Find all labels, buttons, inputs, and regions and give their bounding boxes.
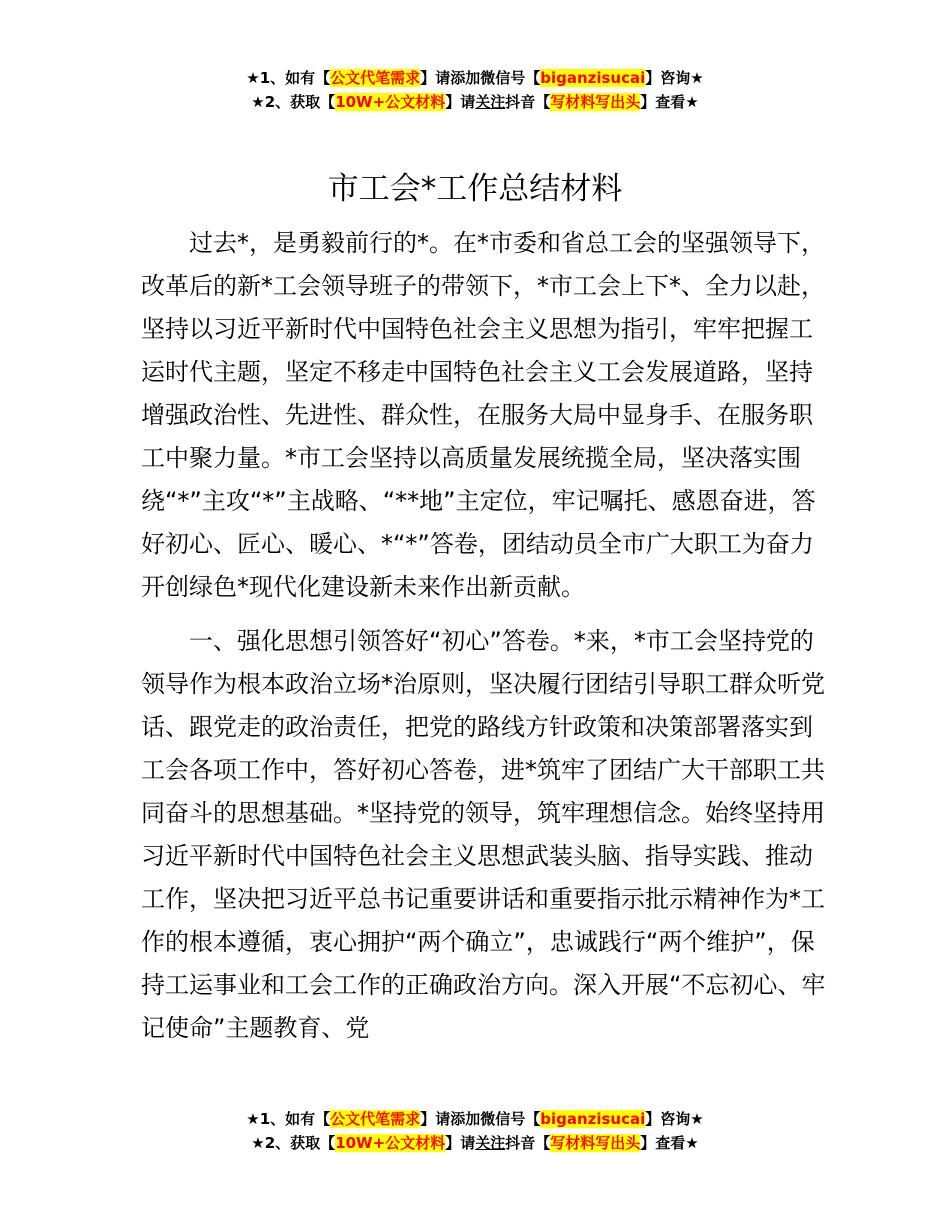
banner-highlight: biganzisucai — [540, 69, 646, 87]
banner-line-1 — [0, 66, 950, 90]
banner-text: 】请 — [445, 93, 476, 111]
banner-underlined-text: 关注 — [475, 1134, 506, 1152]
banner-text: ★1、如有【 — [246, 69, 331, 87]
banner-highlight: 写材料写出头 — [550, 93, 641, 111]
banner-highlight: 公文代笔需求 — [330, 1110, 421, 1128]
banner-highlight: 10W+公文材料 — [335, 1134, 446, 1152]
banner-text: 】咨询★ — [645, 1110, 704, 1128]
banner-highlight: 公文代笔需求 — [330, 69, 421, 87]
document-title: 市工会*工作总结材料 — [327, 171, 623, 207]
footer-banner — [0, 1107, 950, 1155]
banner-text: 】咨询★ — [645, 69, 704, 87]
banner-text: 】查看★ — [640, 93, 699, 111]
banner-text: 】请添加微信号【 — [420, 69, 541, 87]
banner-text: 】查看★ — [640, 1134, 699, 1152]
banner-line-2 — [0, 90, 950, 114]
paragraph-intro: 过去*，是勇毅前行的*。在*市委和省总工会的坚强领导下，改革后的新*工会领导班子的带领下，*市工会上下*、全力以赴，坚持以习近平新时代中国特色社会主义思想为指引，牢牢把握工运时代主题，坚定不移走中国特色社会主义工会发展道路，坚持增强政治性、先进性、群众性，在服务大局中显身手、在服务职工中聚力量。*市工会坚持以高质量发展统揽全局，坚决落实围绕“*”主攻“*”主战略、“**地”主定位，牢记嘱托、感恩奋进，答好初心、匠心、暖心、*“*”答卷，团结动员全市广大职工为奋力开创绿色*现代化建设新未来作出新贡献。 — [141, 229, 825, 601]
banner-text: 】请 — [445, 1134, 476, 1152]
banner-text: 】请添加微信号【 — [420, 1110, 541, 1128]
banner-line-1 — [0, 1107, 950, 1131]
banner-text: 抖音【 — [505, 1134, 551, 1152]
banner-highlight: 写材料写出头 — [550, 1134, 641, 1152]
banner-highlight: 10W+公文材料 — [335, 93, 446, 111]
banner-text: ★1、如有【 — [246, 1110, 331, 1128]
paragraph-section-1: 一、强化思想引领答好“初心”答卷。*来，*市工会坚持党的领导作为根本政治立场*治原则，坚决履行团结引导职工群众听党话、跟党走的政治责任，把党的路线方针政策和决策部署落实到工会各项工作中，答好初心答卷，进*筑牢了团结广大干部职工共同奋斗的思想基础。*坚持党的领导，筑牢理想信念。始终坚持用习近平新时代中国特色社会主义思想武装头脑、指导实践、推动工作，坚决把习近平总书记重要讲话和重要指示批示精神作为*工作的根本遵循，衷心拥护“两个确立”，忠诚践行“两个维护”，保持工运事业和工会工作的正确政治方向。深入开展“不忘初心、牢记使命”主题教育、党 — [141, 627, 826, 1042]
header-banner — [0, 66, 950, 114]
banner-text: ★2、获取【 — [251, 1134, 336, 1152]
banner-highlight: biganzisucai — [540, 1110, 646, 1128]
banner-underlined-text: 关注 — [475, 93, 506, 111]
document-body — [141, 222, 831, 1050]
banner-text: ★2、获取【 — [251, 93, 336, 111]
banner-text: 抖音【 — [505, 93, 551, 111]
banner-line-2 — [0, 1131, 950, 1155]
